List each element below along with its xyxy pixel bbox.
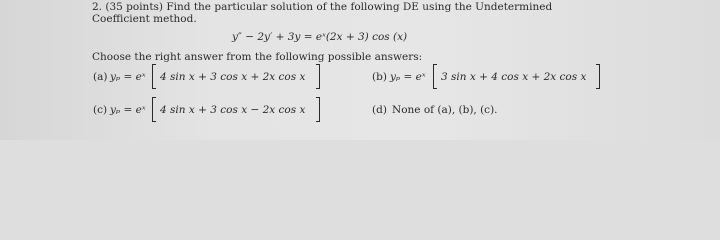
option-b-lhs: yₚ = eˣ bbox=[390, 71, 426, 83]
option-c-label: (c) bbox=[93, 104, 108, 116]
option-d-text: None of (a), (b), (c). bbox=[392, 104, 498, 116]
option-b-expression: 3 sin x + 4 cos x + 2x cos x bbox=[441, 71, 587, 83]
option-a-label: (a) bbox=[93, 71, 108, 83]
option-b-left-bracket bbox=[433, 64, 437, 89]
option-b-label: (b) bbox=[372, 71, 387, 83]
option-c-left-bracket bbox=[152, 97, 156, 122]
option-c-expression: 4 sin x + 3 cos x − 2x cos x bbox=[160, 104, 306, 116]
option-a-left-bracket bbox=[152, 64, 156, 89]
option-a-expression: 4 sin x + 3 cos x + 2x cos x bbox=[160, 71, 306, 83]
option-c-right-bracket bbox=[316, 97, 320, 122]
problem-statement-line-1: 2. (35 points) Find the particular solution of the following DE using the Undetermined bbox=[92, 1, 553, 13]
answer-prompt: Choose the right answer from the following possible answers: bbox=[92, 51, 423, 63]
problem-statement-line-2: Coefficient method. bbox=[92, 13, 197, 25]
option-d-label: (d) bbox=[372, 104, 387, 116]
option-b-right-bracket bbox=[596, 64, 600, 89]
option-a-right-bracket bbox=[316, 64, 320, 89]
option-a-lhs: yₚ = eˣ bbox=[110, 71, 146, 83]
option-c-lhs: yₚ = eˣ bbox=[110, 104, 146, 116]
differential-equation: y″ − 2y′ + 3y = eˣ(2x + 3) cos (x) bbox=[232, 31, 408, 43]
